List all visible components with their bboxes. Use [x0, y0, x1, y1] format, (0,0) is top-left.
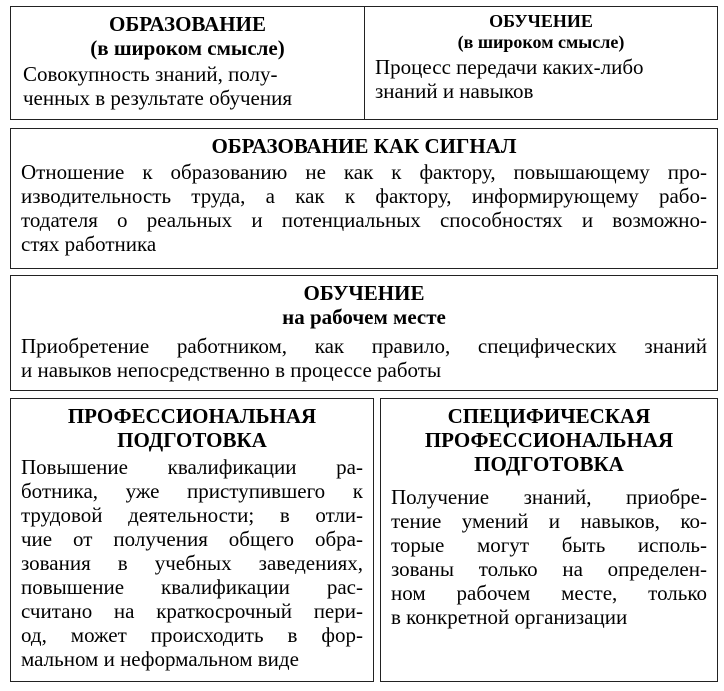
signal-title: ОБРАЗОВАНИЕ КАК СИГНАЛ	[211, 134, 517, 158]
training-title-text: ОБУЧЕНИЕ	[489, 11, 593, 31]
specific-text-line: тение умений и навыков, ко-	[391, 509, 707, 533]
education-subtitle: (в широком смысле)	[90, 36, 285, 60]
signal-text-line: тодателя о реальных и потенциальных способностях и возможно-	[21, 208, 707, 232]
professional-text-line: трудовой деятельности; в отли-	[21, 503, 363, 527]
training-text-line: Процесс передачи каких-либо	[375, 55, 644, 79]
professional-text-line: зования в учебных заведениях,	[21, 551, 363, 575]
professional-text-line: мальном и неформальном виде	[21, 647, 299, 671]
education-title	[11, 7, 364, 60]
education-box	[10, 6, 365, 120]
specific-text-line: Получение знаний, приобре-	[391, 485, 707, 509]
training-text-line: знаний и навыков	[375, 79, 534, 103]
education-definition	[11, 60, 364, 110]
education-signal-box	[10, 128, 718, 269]
signal-text-line: изводительность труда, а как к фактору, информирующему рабо-	[21, 184, 707, 208]
signal-definition	[11, 158, 717, 256]
training-subtitle: (в широком смысле)	[457, 32, 625, 52]
specific-text-line: в конкретной организации	[391, 605, 628, 629]
professional-training-box	[10, 398, 374, 682]
on-job-training-box	[10, 275, 718, 391]
specific-text-line: ном рабочем месте, только	[391, 581, 707, 605]
specific-text-line: зованы только на определен-	[391, 557, 707, 581]
professional-text-line: повышение квалификации рас-	[21, 575, 363, 599]
professional-text-line: од, может происходить в фор-	[21, 623, 363, 647]
on-job-subtitle: на рабочем месте	[282, 305, 446, 329]
on-job-title-text: ОБУЧЕНИЕ	[303, 281, 425, 305]
signal-text-line: стях работника	[21, 232, 157, 256]
specific-definition	[381, 476, 717, 629]
on-job-text-line: Приобретение работником, как правило, специфических знаний	[21, 334, 707, 358]
professional-text-line: Повышение квалификации ра-	[21, 455, 363, 479]
education-text-line: ченных в результате обучения	[23, 86, 293, 110]
professional-text-line: считано на краткосрочный пери-	[21, 599, 363, 623]
on-job-text-line: и навыков непосредственно в процессе работы	[21, 358, 442, 382]
professional-title-line: ПОДГОТОВКА	[117, 428, 267, 452]
professional-text-line: ботника, уже приступившего к	[21, 479, 363, 503]
specific-title-line: ПОДГОТОВКА	[474, 452, 624, 476]
on-job-title	[11, 276, 717, 329]
training-title	[365, 7, 717, 53]
professional-text-line: чие от получения общего обра-	[21, 527, 363, 551]
training-definition	[365, 53, 717, 103]
professional-definition	[11, 452, 373, 671]
specific-title-line: СПЕЦИФИЧЕСКАЯ	[447, 404, 651, 428]
specific-title-line: ПРОФЕССИОНАЛЬНАЯ	[424, 428, 674, 452]
professional-title	[11, 399, 373, 452]
specific-title	[381, 399, 717, 476]
on-job-definition	[11, 329, 717, 382]
professional-title-line: ПРОФЕССИОНАЛЬНАЯ	[67, 404, 317, 428]
specific-training-box	[380, 398, 718, 682]
specific-text-line: торые могут быть исполь-	[391, 533, 707, 557]
signal-text-line: Отношение к образованию не как к фактору, повышающему про-	[21, 160, 707, 184]
training-box	[364, 6, 718, 120]
education-text-line: Совокупность знаний, полу-	[23, 62, 278, 86]
education-title-text: ОБРАЗОВАНИЕ	[109, 12, 266, 36]
